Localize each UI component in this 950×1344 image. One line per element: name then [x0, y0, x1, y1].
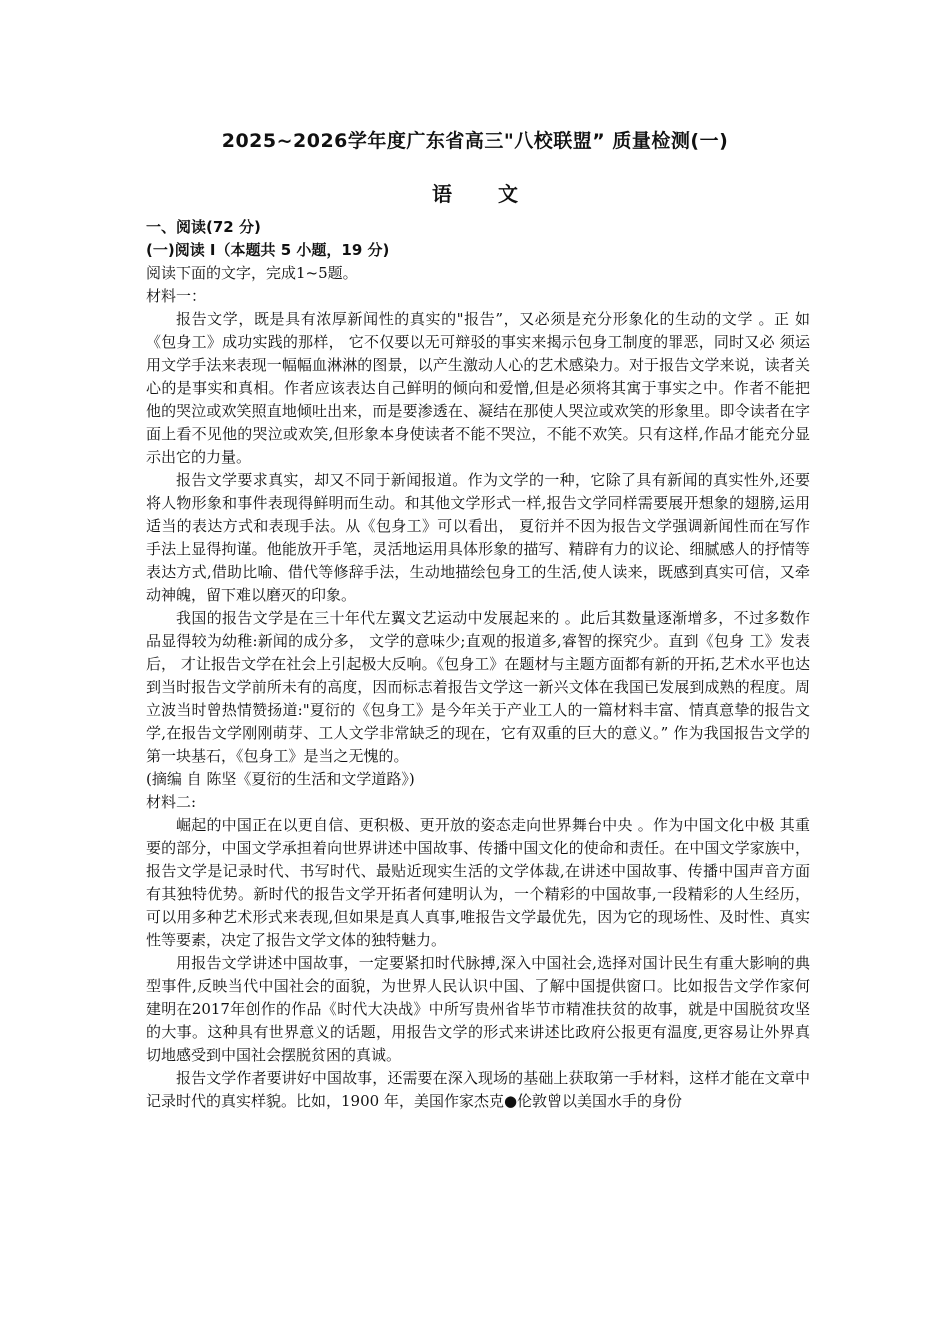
- section-heading: 一、阅读(72 分): [146, 218, 261, 236]
- material-two-paragraph: 用报告文学讲述中国故事，一定要紧扣时代脉搏,深入中国社会,选择对国计民生有重大影响的典型事件,反映当代中国社会的面貌，为世界人民认识中国、了解中国提供窗口。比如报告文学作家何建明在2017年创作的作品《时代大决战》中所写贵州省毕节市精准扶贫的故事，就是中国脱贫攻坚的大事。这种具有世界意义的话题，用报告文学的形式来讲述比政府公报更有温度,更容易让外界真切地感受到中国社会摆脱贫困的真诚。: [146, 954, 810, 1064]
- subject-title: 语文: [432, 182, 564, 206]
- material-two-paragraph: 报告文学作者要讲好中国故事，还需要在深入现场的基础上获取第一手材料，这样才能在文章中记录时代的真实样貌。比如，1900 年，美国作家杰克●伦敦曾以美国水手的身份: [146, 1069, 810, 1110]
- exam-content: [146, 216, 810, 1113]
- material-one-paragraph: 报告文学，既是具有浓厚新闻性的真实的"报告”，又必须是充分形象化的生动的文学 。正 如《包身工》成功实践的那样， 它不仅要以无可辩驳的事实来揭示包身工制度的罪恶，同时又必 须运用文学手法来表现一幅幅血淋淋的图景，以产生激动人心的艺术感染力。对于报告文学来说，读者关心的是事实和真相。作者应该表达自己鲜明的倾向和爱憎,但是必须将其寓于事实之中。作者不能把他的哭泣或欢笑照直地倾吐出来，而是要渗透在、凝结在那使人哭泣或欢笑的形象里。即令读者在字面上看不见他的哭泣或欢笑,但形象本身使读者不能不哭泣，不能不欢笑。只有这样,作品才能充分显示出它的力量。: [146, 310, 810, 466]
- instruction-text: 阅读下面的文字，完成1~5题。: [146, 264, 358, 282]
- material-two-paragraph: 崛起的中国正在以更自信、更积极、更开放的姿态走向世界舞台中央 。作为中国文化中极 其重要的部分，中国文学承担着向世界讲述中国故事、传播中国文化的使命和责任。在中国文学家族中，报告文学是记录时代、书写时代、最贴近现实生活的文学体裁,在讲述中国故事、传播中国声音方面有其独特优势。新时代的报告文学开拓者何建明认为，一个精彩的中国故事,一段精彩的人生经历，可以用多种艺术形式来表现,但如果是真人真事,唯报告文学最优先，因为它的现场性、及时性、真实性等要素，决定了报告文学文体的独特魅力。: [146, 816, 810, 949]
- section-subheading: (一)阅读 I（本题共 5 小题，19 分): [146, 241, 390, 259]
- material-one-source: (摘编 自 陈坚《夏衍的生活和文学道路》): [146, 770, 415, 788]
- material-two-label: 材料二:: [146, 793, 197, 811]
- material-one-label: 材料一：: [146, 287, 207, 305]
- material-one-paragraph: 我国的报告文学是在三十年代左翼文艺运动中发展起来的 。此后其数量逐渐增多，不过多数作品显得较为幼稚:新闻的成分多， 文学的意味少;直观的报道多,睿智的探究少。直到《包身 工》发表后， 才让报告文学在社会上引起极大反响。《包身工》在题材与主题方面都有新的开拓,艺术水平也达到当时报告文学前所未有的高度，因而标志着报告文学这一新兴文体在我国已发展到成熟的程度。周立波当时曾热情赞扬道:"夏衍的《包身工》是今年关于产业工人的一篇材料丰富、情真意挚的报告文学,在报告文学刚刚萌芽、工人文学非常缺乏的现在，它有双重的巨大的意义。” 作为我国报告文学的第一块基石，《包身工》是当之无愧的。: [146, 609, 810, 765]
- material-one-paragraph: 报告文学要求真实，却又不同于新闻报道。作为文学的一种，它除了具有新闻的真实性外,还要将人物形象和事件表现得鲜明而生动。和其他文学形式一样,报告文学同样需要展开想象的翅膀,运用适当的表达方式和表现手法。从《包身工》可以看出， 夏衍并不因为报告文学强调新闻性而在写作手法上显得拘谨。他能放开手笔，灵活地运用具体形象的描写、精辟有力的议论、细腻感人的抒情等表达方式,借助比喻、借代等修辞手法，生动地描绘包身工的生活,使人读来，既感到真实可信，又牵动神魄，留下难以磨灭的印象。: [146, 471, 810, 604]
- exam-title: 2025~2026学年度广东省高三"八校联盟” 质量检测(一): [221, 130, 729, 152]
